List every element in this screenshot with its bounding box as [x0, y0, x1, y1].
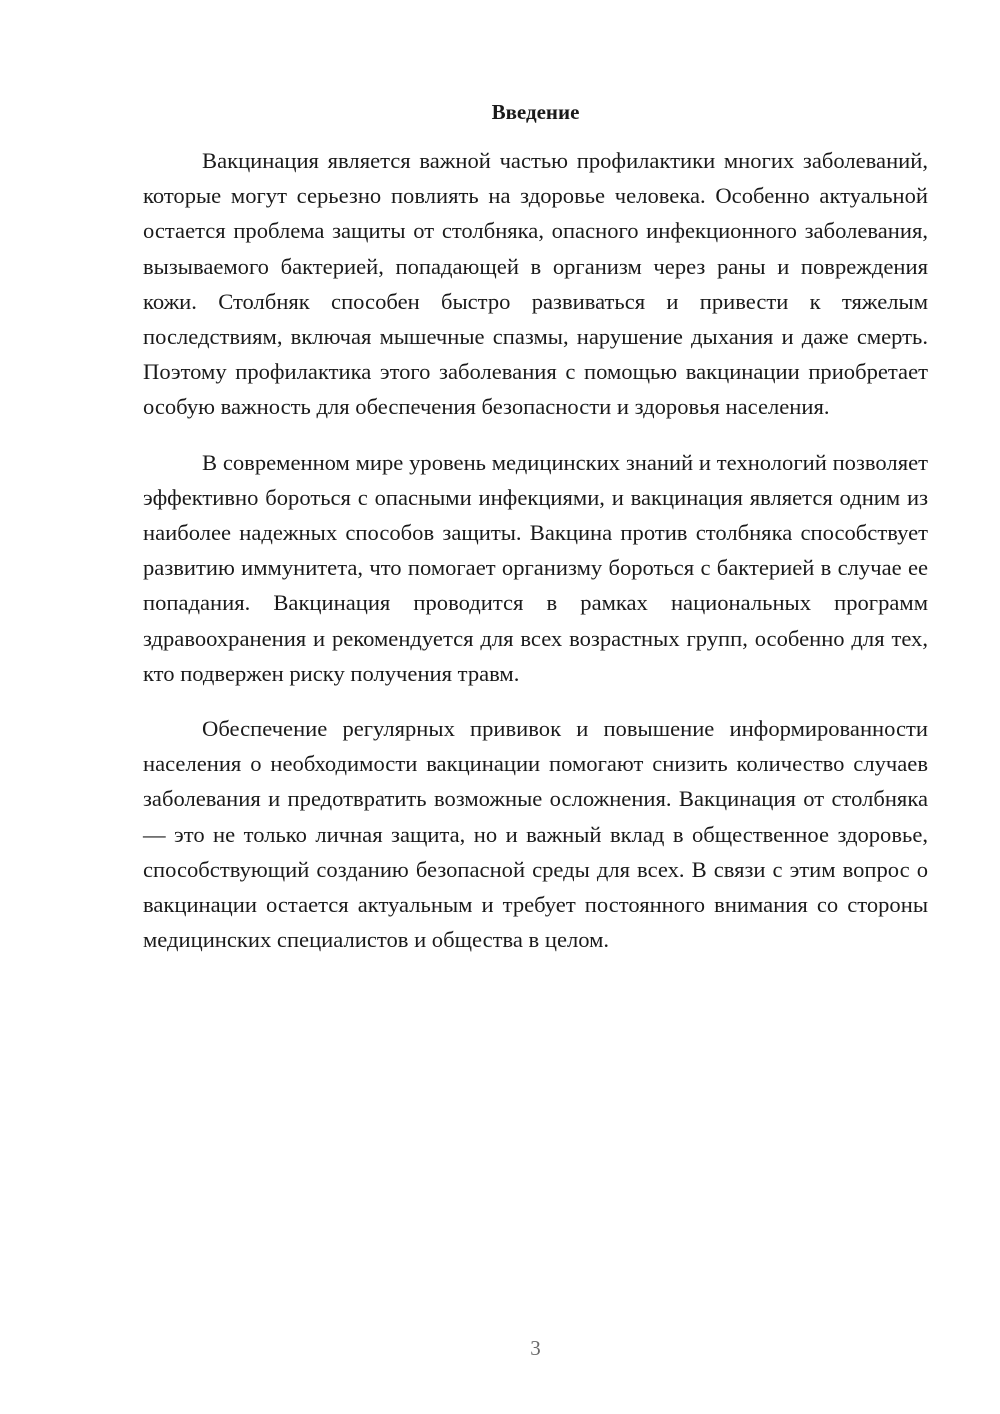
page-content [143, 96, 928, 957]
paragraph-1: Вакцинация является важной частью профилактики многих заболеваний, которые могут серьезно повлиять на здоровье человека. Особенно актуальной остается проблема защиты от столбняка, опасного инфекционного заболевания, вызываемого бактерией, попадающей в организм через раны и повреждения кожи. Столбняк способен быстро развиваться и привести к тяжелым последствиям, включая мышечные спазмы, нарушение дыхания и даже смерть. Поэтому профилактика этого заболевания с помощью вакцинации приобретает особую важность для обеспечения безопасности и здоровья населения. [143, 148, 928, 420]
paragraph-2: В современном мире уровень медицинских знаний и технологий позволяет эффективно бороться с опасными инфекциями, и вакцинация является одним из наиболее надежных способов защиты. Вакцина против столбняка способствует развитию иммунитета, что помогает организму бороться с бактерией в случае ее попадания. Вакцинация проводится в рамках национальных программ здравоохранения и рекомендуется для всех возрастных групп, особенно для тех, кто подвержен риску получения травм. [143, 449, 928, 686]
page-number: 3 [530, 1336, 541, 1360]
paragraph-3: Обеспечение регулярных прививок и повышение информированности населения о необходимости вакцинации помогают снизить количество случаев заболевания и предотвратить возможные осложнения. Вакцинация от столбняка — это не только личная защита, но и важный вклад в общественное здоровье, способствующий созданию безопасной среды для всех. В связи с этим вопрос о вакцинации остается актуальным и требует постоянного внимания со стороны медицинских специалистов и общества в целом. [143, 716, 928, 953]
section-heading: Введение [491, 100, 580, 124]
